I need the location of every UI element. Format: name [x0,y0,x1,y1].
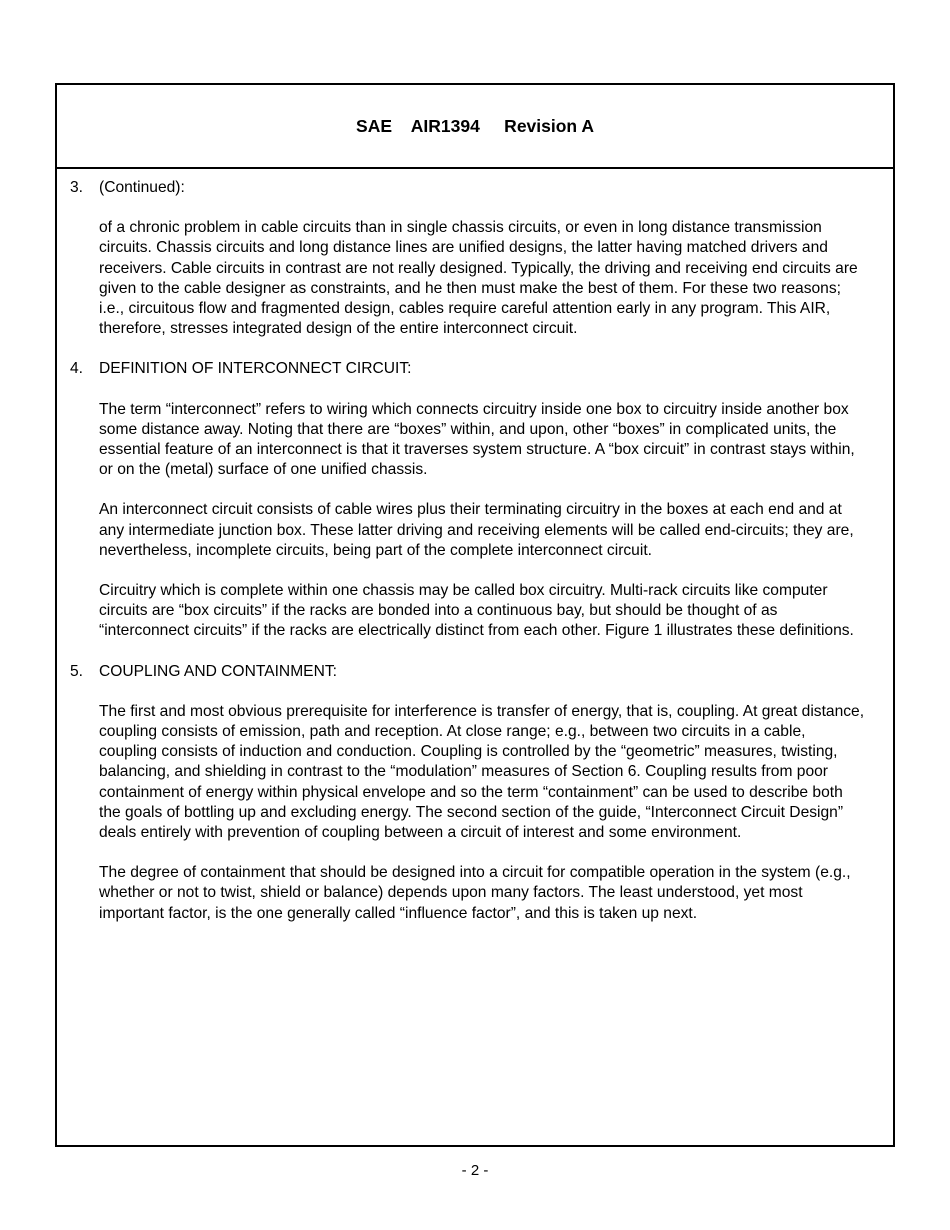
section-4-heading [70,359,866,379]
section-number: 5. [70,662,84,680]
paragraph: The term “interconnect” refers to wiring which connects circuitry inside one box to circuitry inside another box some distance away. Noting that there are “boxes” within, and upon, other “boxes” in complicated units, the essential feature of an interconnect is that it traverses system structure. A “box circuit” in contrast stays within, or on the (metal) surface of one unified chassis. [99,400,855,479]
section-5-heading [70,662,866,682]
page-frame [55,83,895,1147]
paragraph: Circuitry which is complete within one chassis may be called box circuitry. Multi-rack circuits like computer circuits are “box circuits” if the racks are bonded into a continuous bay, but should be thought of as “interconnect circuits” if the racks are electrically distinct from each other. Figure 1 illustrates these definitions. [99,582,854,640]
section-title: DEFINITION OF INTERCONNECT CIRCUIT: [99,360,412,378]
paragraph: The first and most obvious prerequisite for interference is transfer of energy, that is, coupling. At great distance, coupling consists of emission, path and reception. At close range; e.g., between two circuits in a cable, coupling consists of induction and conduction. Coupling is controlled by the “geometric” measures, twisting, balancing, and shielding in contrast to the “modulation” measures of Section 6. Coupling results from poor containment of energy within physical envelope and so the term “containment” can be used to describe both the goals of bottling up and excluding energy. The second section of the guide, “Interconnect Circuit Design” deals entirely with prevention of coupling between a circuit of interest and some environment. [99,702,865,842]
document-title: SAE AIR1394 Revision A [356,115,594,136]
section-number: 3. [70,179,84,196]
paragraph: The degree of containment that should be designed into a circuit for compatible operation in the system (e.g., whether or not to twist, shield or balance) depends upon many factors. The least understood, yet most important factor, is the one generally called “influence factor”, and this is taken up next. [99,864,851,922]
page-number: - 2 - [461,1162,489,1179]
document-header [57,85,893,169]
section-title: COUPLING AND CONTAINMENT: [99,662,337,680]
section-title: (Continued): [99,179,185,196]
section-3-heading [70,178,866,198]
document-body [57,169,893,924]
paragraph: An interconnect circuit consists of cable wires plus their terminating circuitry in the boxes at each end and at any intermediate junction box. These latter driving and receiving elements will be called end-circuits; they are, nevertheless, incomplete circuits, being part of the complete interconnect circuit. [99,501,854,559]
section-number: 4. [70,360,84,378]
paragraph: of a chronic problem in cable circuits than in single chassis circuits, or even in long distance transmission circuits. Chassis circuits and long distance lines are unified designs, the latter having matched drivers and receivers. Cable circuits in contrast are not really designed. Typically, the driving and receiving end circuits are given to the cable designer as constraints, and he then must make the best of them. For these two reasons; i.e., circuitous flow and fragmented design, cables require careful attention early in any program. This AIR, therefore, stresses integrated design of the entire interconnect circuit. [99,219,858,338]
